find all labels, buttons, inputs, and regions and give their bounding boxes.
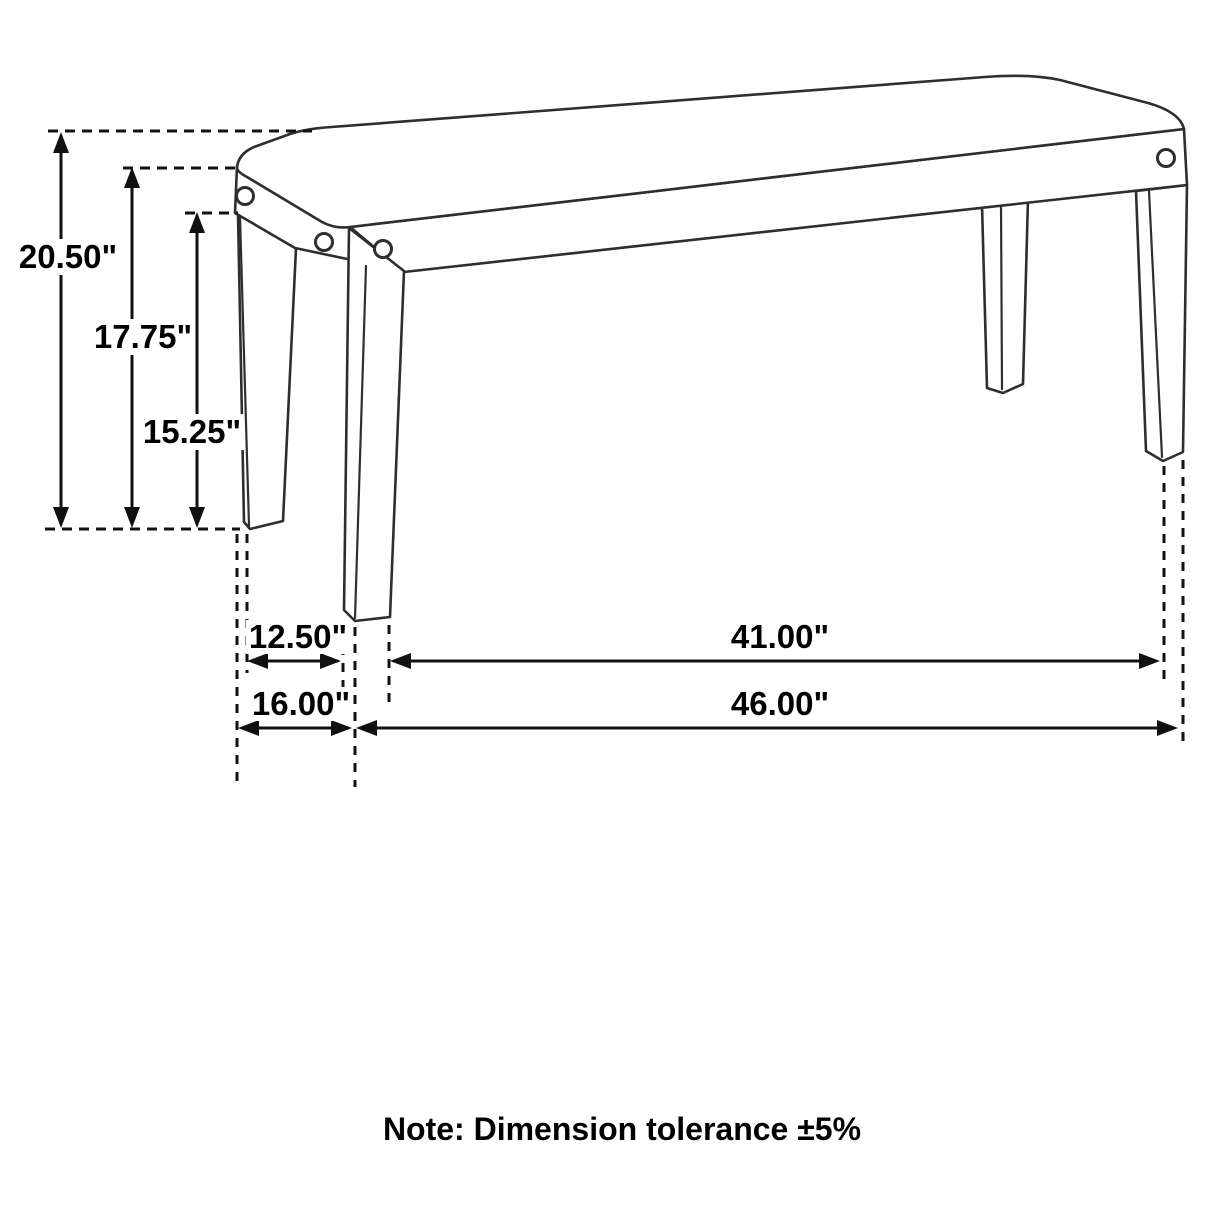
bench-leg-rear-left	[238, 214, 296, 529]
dim-label-floor-to-apron-height: 15.25"	[142, 413, 242, 450]
bench-leg-front-right	[1136, 185, 1187, 461]
screw-icon	[1158, 150, 1175, 167]
screw-icon	[316, 234, 333, 251]
screw-icon	[237, 188, 254, 205]
bench-drawing	[235, 76, 1187, 621]
screw-icon	[375, 241, 392, 258]
bench-leg-rear-right	[982, 199, 1028, 393]
dim-label-seat-height: 17.75"	[93, 318, 193, 355]
dim-label-overall-width: 46.00"	[730, 685, 830, 722]
dim-label-overall-depth: 16.00"	[251, 685, 351, 722]
tolerance-note: Note: Dimension tolerance ±5%	[382, 1111, 862, 1147]
dimension-labels	[16, 238, 832, 722]
bench-leg-front-left	[344, 228, 404, 621]
dim-label-overall-height: 20.50"	[18, 238, 118, 275]
dim-label-leg-stance-width: 41.00"	[730, 618, 830, 655]
dim-label-leg-stance-depth: 12.50"	[248, 618, 348, 655]
